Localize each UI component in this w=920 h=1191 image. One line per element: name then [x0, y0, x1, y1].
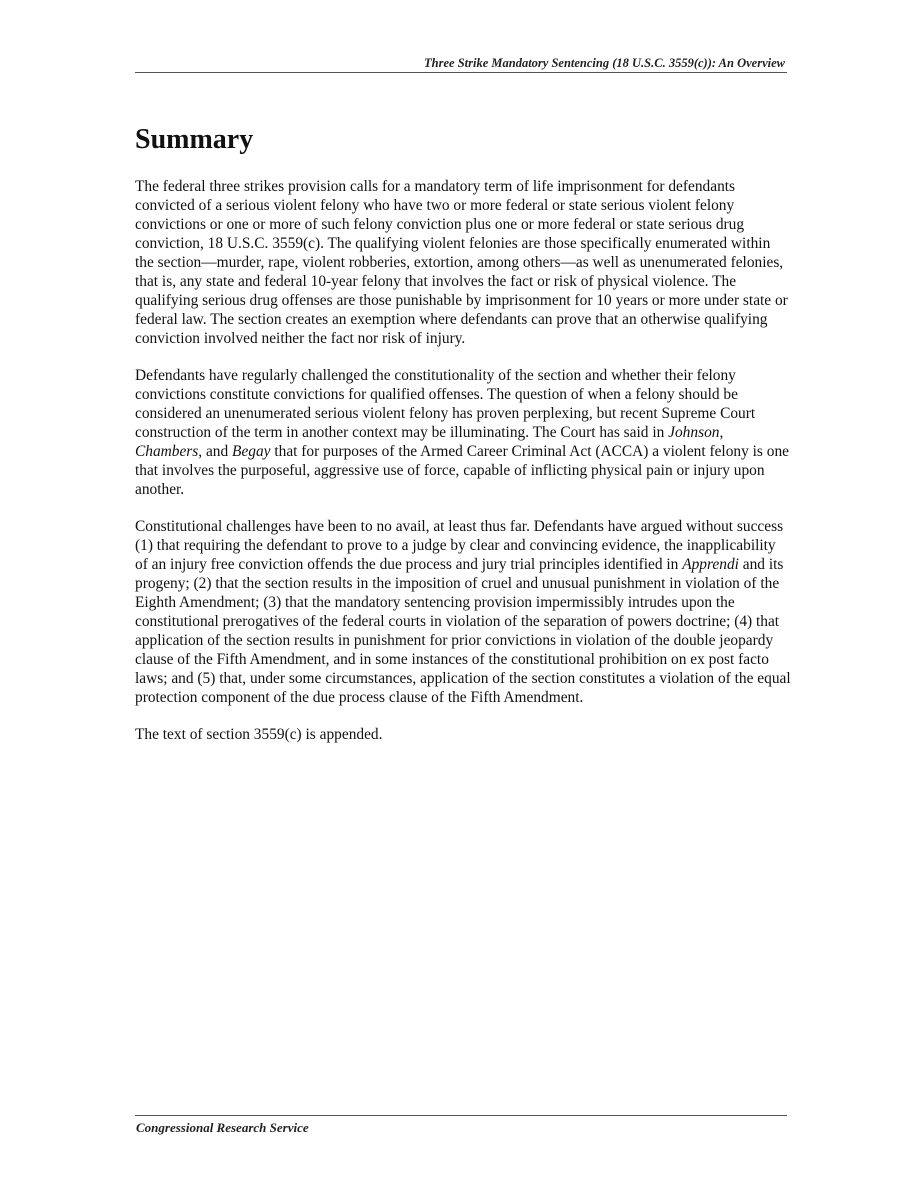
paragraph-4: The text of section 3559(c) is appended. — [135, 726, 383, 743]
paragraph-3 — [135, 517, 791, 707]
header-rule — [135, 72, 787, 73]
case-begay: Begay — [232, 443, 271, 460]
footer-rule — [135, 1115, 787, 1116]
paragraph-2-sep-1: , — [719, 424, 724, 441]
summary-body — [135, 177, 791, 762]
section-title: Summary — [135, 124, 254, 155]
case-chambers: Chambers — [135, 443, 199, 460]
paragraph-3-text-b: and its progeny; (2) that the section results in the imposition of cruel and unusual punishment in violation of the Eighth Amendment; (3) that the mandatory sentencing provision impermissibly intrudes upon the constitutional prerogatives of the federal courts in violation of the separation of powers doctrine; (4) that application of the section results in punishment for prior convictions in violation of the double jeopardy clause of the Fifth Amendment, and in some instances of the constitutional prohibition on ex post facto laws; and (5) that, under some circumstances, application of the section constitutes a violation of the equal protection component of the due process clause of the Fifth Amendment. — [135, 556, 791, 706]
paragraph-2-sep-2: , and — [198, 443, 233, 460]
footer-organization: Congressional Research Service — [136, 1120, 309, 1135]
paragraph-3-text-a: Constitutional challenges have been to no avail, at least thus far. Defendants have argued without success (1) that requiring the defendant to prove to a judge by clear and convincing evidence, the inapplicability of an injury free conviction offends the due process and jury trial principles identified in — [135, 518, 784, 573]
paragraph-2 — [135, 366, 791, 499]
case-johnson: Johnson — [668, 424, 720, 441]
paragraph-2-text-b: that for purposes of the Armed Career Criminal Act (ACCA) a violent felony is one that involves the purposeful, aggressive use of force, capable of inflicting physical pain or injury upon another. — [135, 443, 789, 498]
paragraph-1: The federal three strikes provision calls for a mandatory term of life imprisonment for defendants convicted of a serious violent felony who have two or more federal or state serious violent felony convictions or one or more of such felony conviction plus one or more federal or state serious drug conviction, 18 U.S.C. 3559(c). The qualifying violent felonies are those specifically enumerated within the section—murder, rape, violent robberies, extortion, among others—as well as unenumerated felonies, that is, any state and federal 10-year felony that involves the fact or risk of physical violence. The qualifying serious drug offenses are those punishable by imprisonment for 10 years or more under state or federal law. The section creates an exemption where defendants can prove that an otherwise qualifying conviction involved neither the fact nor risk of injury. — [135, 178, 788, 347]
running-header: Three Strike Mandatory Sentencing (18 U.S.C. 3559(c)): An Overview — [424, 56, 785, 70]
paragraph-2-text-a: Defendants have regularly challenged the constitutionality of the section and whether their felony convictions constitute convictions for qualified offenses. The question of when a felony should be considered an unenumerated serious violent felony has proven perplexing, but recent Supreme Court construction of the term in another context may be illuminating. The Court has said in — [135, 367, 756, 441]
case-apprendi: Apprendi — [682, 556, 739, 573]
